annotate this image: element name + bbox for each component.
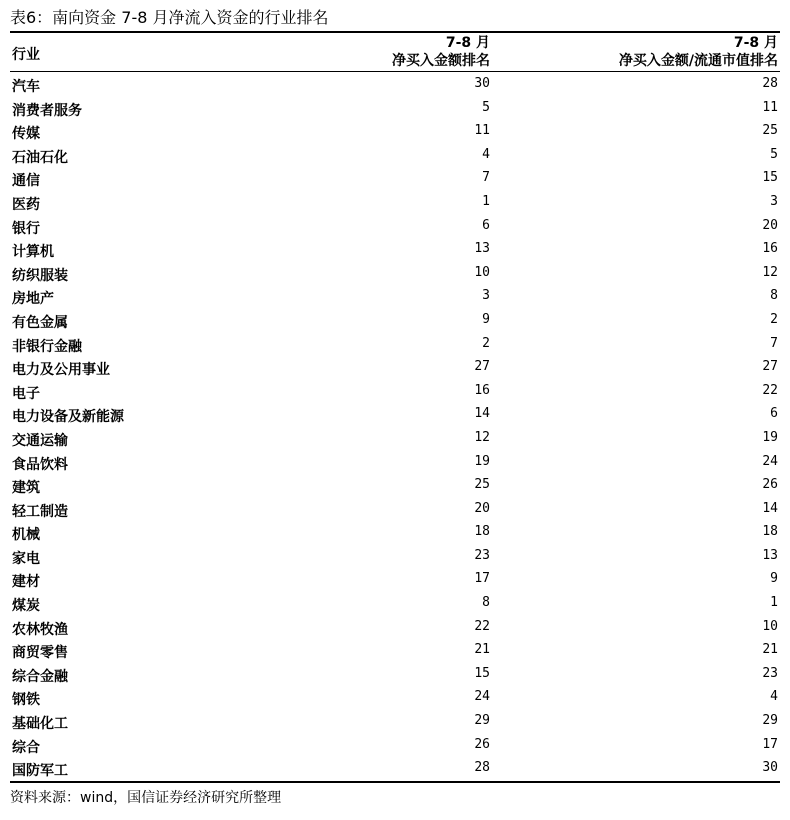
cell-industry: 建筑 bbox=[12, 480, 40, 497]
cell-ratio-rank: 2 bbox=[770, 311, 778, 327]
cell-industry: 交通运输 bbox=[12, 432, 68, 449]
cell-industry: 建材 bbox=[12, 574, 40, 591]
cell-net-buy-rank: 15 bbox=[474, 665, 490, 681]
cell-net-buy-rank: 8 bbox=[482, 595, 490, 611]
cell-net-buy-rank: 1 bbox=[482, 193, 490, 209]
header-ratio-rank-period: 7-8 月 bbox=[733, 35, 778, 51]
cell-ratio-rank: 30 bbox=[762, 760, 778, 776]
cell-ratio-rank: 22 bbox=[762, 382, 778, 398]
table-bottom-rule bbox=[10, 781, 780, 783]
cell-industry: 通信 bbox=[12, 173, 40, 190]
table-row bbox=[10, 238, 780, 262]
cell-industry: 电力及公用事业 bbox=[12, 362, 110, 379]
cell-industry: 计算机 bbox=[12, 244, 54, 261]
table-row bbox=[10, 710, 780, 734]
table-row bbox=[10, 451, 780, 475]
table-row bbox=[10, 333, 780, 357]
table-row bbox=[10, 616, 780, 640]
table-row bbox=[10, 686, 780, 710]
cell-ratio-rank: 24 bbox=[762, 453, 778, 469]
cell-ratio-rank: 8 bbox=[770, 288, 778, 304]
cell-ratio-rank: 26 bbox=[762, 477, 778, 493]
cell-industry: 汽车 bbox=[12, 79, 40, 95]
cell-net-buy-rank: 2 bbox=[482, 335, 490, 351]
table-row bbox=[10, 427, 780, 451]
cell-ratio-rank: 16 bbox=[762, 241, 778, 257]
header-industry: 行业 bbox=[12, 47, 40, 63]
table-row bbox=[10, 757, 780, 781]
cell-industry: 电子 bbox=[12, 385, 40, 402]
cell-industry: 银行 bbox=[12, 220, 40, 237]
cell-net-buy-rank: 30 bbox=[474, 76, 490, 91]
header-net-buy-rank-period: 7-8 月 bbox=[445, 35, 490, 51]
cell-net-buy-rank: 11 bbox=[474, 123, 490, 139]
cell-ratio-rank: 21 bbox=[762, 642, 778, 658]
table-row bbox=[10, 73, 780, 97]
cell-industry: 基础化工 bbox=[12, 716, 68, 733]
table-row bbox=[10, 285, 780, 309]
cell-net-buy-rank: 6 bbox=[482, 217, 490, 233]
cell-net-buy-rank: 19 bbox=[474, 453, 490, 469]
cell-industry: 家电 bbox=[12, 550, 40, 567]
cell-industry: 纺织服装 bbox=[12, 267, 68, 284]
cell-industry: 机械 bbox=[12, 527, 40, 544]
table-row bbox=[10, 568, 780, 592]
cell-ratio-rank: 9 bbox=[770, 571, 778, 587]
cell-net-buy-rank: 10 bbox=[474, 264, 490, 280]
header-net-buy-rank-label: 净买入金额排名 bbox=[392, 53, 490, 69]
cell-net-buy-rank: 28 bbox=[474, 760, 490, 776]
cell-ratio-rank: 27 bbox=[762, 359, 778, 375]
cell-ratio-rank: 15 bbox=[762, 170, 778, 186]
cell-net-buy-rank: 5 bbox=[482, 99, 490, 115]
cell-net-buy-rank: 23 bbox=[474, 547, 490, 563]
table-row bbox=[10, 403, 780, 427]
table-row bbox=[10, 639, 780, 663]
cell-industry: 传媒 bbox=[12, 126, 40, 143]
cell-industry: 农林牧渔 bbox=[12, 621, 68, 638]
cell-net-buy-rank: 16 bbox=[474, 382, 490, 398]
cell-ratio-rank: 10 bbox=[762, 618, 778, 634]
table-row bbox=[10, 144, 780, 168]
cell-ratio-rank: 3 bbox=[770, 193, 778, 209]
table-row bbox=[10, 734, 780, 758]
table-row bbox=[10, 356, 780, 380]
source-note: 资料来源：wind，国信证券经济研究所整理 bbox=[10, 789, 282, 806]
cell-net-buy-rank: 18 bbox=[474, 524, 490, 540]
cell-ratio-rank: 28 bbox=[762, 76, 778, 91]
cell-net-buy-rank: 27 bbox=[474, 359, 490, 375]
table-title: 表6：南向资金 7-8 月净流入资金的行业排名 bbox=[10, 8, 329, 27]
cell-ratio-rank: 6 bbox=[770, 406, 778, 422]
table-row bbox=[10, 663, 780, 687]
table-row bbox=[10, 215, 780, 239]
cell-industry: 综合金融 bbox=[12, 668, 68, 685]
table-row bbox=[10, 380, 780, 404]
cell-industry: 商贸零售 bbox=[12, 645, 68, 662]
table-body bbox=[10, 72, 780, 781]
header-ratio-rank-label: 净买入金额/流通市值排名 bbox=[618, 53, 778, 69]
cell-industry: 电力设备及新能源 bbox=[12, 409, 124, 426]
cell-industry: 食品饮料 bbox=[12, 456, 68, 473]
cell-net-buy-rank: 13 bbox=[474, 241, 490, 257]
cell-ratio-rank: 11 bbox=[762, 99, 778, 115]
cell-net-buy-rank: 4 bbox=[482, 146, 490, 162]
cell-ratio-rank: 12 bbox=[762, 264, 778, 280]
cell-ratio-rank: 19 bbox=[762, 429, 778, 445]
cell-industry: 有色金属 bbox=[12, 314, 68, 331]
cell-ratio-rank: 13 bbox=[762, 547, 778, 563]
table-row bbox=[10, 545, 780, 569]
cell-ratio-rank: 1 bbox=[770, 595, 778, 611]
table-row bbox=[10, 167, 780, 191]
cell-ratio-rank: 20 bbox=[762, 217, 778, 233]
table-row bbox=[10, 262, 780, 286]
cell-net-buy-rank: 21 bbox=[474, 642, 490, 658]
cell-ratio-rank: 5 bbox=[770, 146, 778, 162]
cell-industry: 综合 bbox=[12, 739, 40, 756]
cell-net-buy-rank: 14 bbox=[474, 406, 490, 422]
cell-ratio-rank: 17 bbox=[762, 736, 778, 752]
cell-net-buy-rank: 3 bbox=[482, 288, 490, 304]
header-ratio-rank bbox=[619, 34, 778, 70]
table-header bbox=[10, 33, 780, 71]
cell-ratio-rank: 29 bbox=[762, 713, 778, 729]
cell-net-buy-rank: 7 bbox=[482, 170, 490, 186]
cell-net-buy-rank: 9 bbox=[482, 311, 490, 327]
cell-net-buy-rank: 12 bbox=[474, 429, 490, 445]
cell-ratio-rank: 14 bbox=[762, 500, 778, 516]
cell-ratio-rank: 7 bbox=[770, 335, 778, 351]
cell-ratio-rank: 23 bbox=[762, 665, 778, 681]
table-row bbox=[10, 498, 780, 522]
cell-net-buy-rank: 22 bbox=[474, 618, 490, 634]
cell-industry: 医药 bbox=[12, 196, 40, 213]
table-row bbox=[10, 97, 780, 121]
cell-industry: 钢铁 bbox=[12, 692, 40, 709]
table-row bbox=[10, 474, 780, 498]
table-row bbox=[10, 120, 780, 144]
cell-net-buy-rank: 25 bbox=[474, 477, 490, 493]
header-net-buy-rank bbox=[392, 34, 490, 70]
cell-industry: 煤炭 bbox=[12, 598, 40, 615]
cell-industry: 房地产 bbox=[12, 291, 54, 308]
cell-net-buy-rank: 29 bbox=[474, 713, 490, 729]
cell-net-buy-rank: 20 bbox=[474, 500, 490, 516]
cell-industry: 石油石化 bbox=[12, 149, 68, 166]
table-row bbox=[10, 592, 780, 616]
cell-net-buy-rank: 24 bbox=[474, 689, 490, 705]
cell-ratio-rank: 25 bbox=[762, 123, 778, 139]
table-row bbox=[10, 191, 780, 215]
cell-industry: 非银行金融 bbox=[12, 338, 82, 355]
cell-industry: 轻工制造 bbox=[12, 503, 68, 520]
cell-net-buy-rank: 17 bbox=[474, 571, 490, 587]
cell-ratio-rank: 4 bbox=[770, 689, 778, 705]
cell-industry: 消费者服务 bbox=[12, 102, 82, 119]
table-row bbox=[10, 521, 780, 545]
cell-net-buy-rank: 26 bbox=[474, 736, 490, 752]
table-row bbox=[10, 309, 780, 333]
cell-industry: 国防军工 bbox=[12, 763, 68, 780]
cell-ratio-rank: 18 bbox=[762, 524, 778, 540]
document-page bbox=[10, 6, 780, 808]
